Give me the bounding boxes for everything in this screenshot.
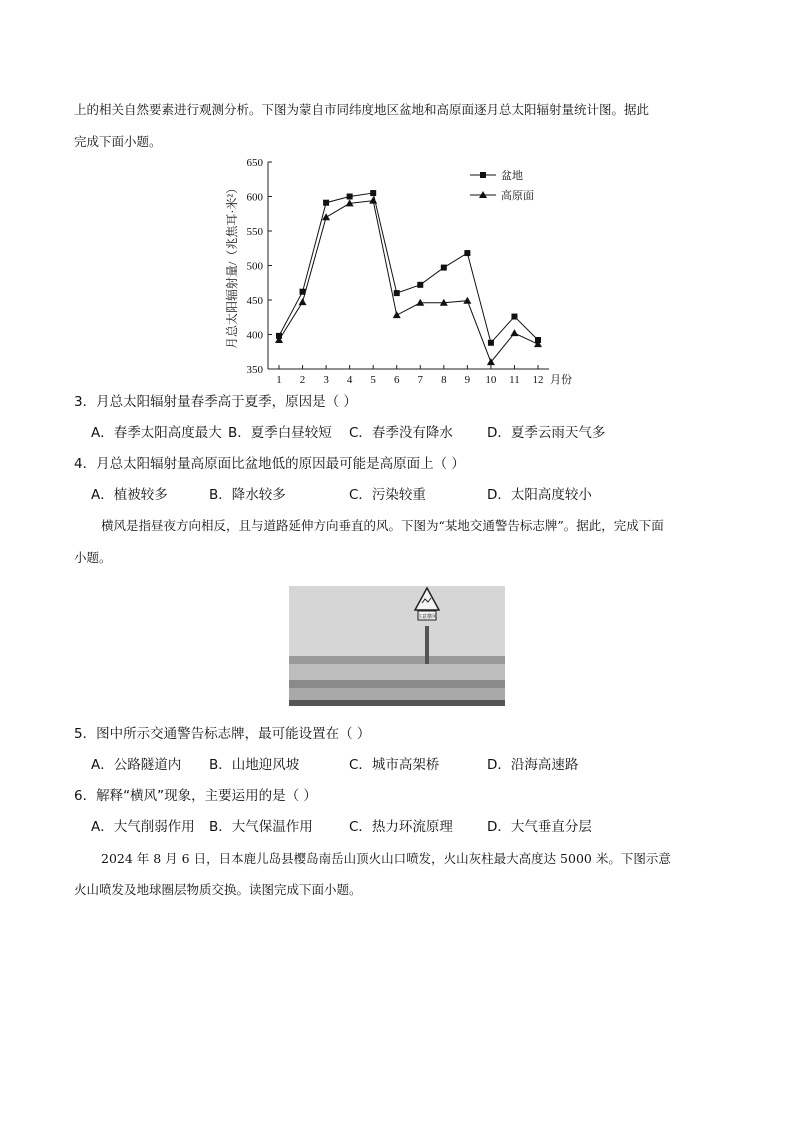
plateau-point bbox=[369, 197, 377, 204]
y-axis-label: 月总太阳辐射量/（兆焦耳·米²） bbox=[225, 182, 239, 349]
basin-point bbox=[347, 194, 353, 200]
traffic-warning-sign-photo bbox=[289, 586, 505, 706]
y-tick-label: 500 bbox=[246, 260, 263, 273]
q4-stem: 4．月总太阳辐射量高原面比盆地低的原因最可能是高原面上（ ） bbox=[74, 456, 465, 472]
basin-point bbox=[464, 250, 470, 256]
intro-line-2: 完成下面小题。 bbox=[74, 134, 162, 149]
q6-option-c[interactable]: C．热力环流原理 bbox=[349, 819, 453, 835]
series-line-plateau bbox=[279, 201, 538, 362]
q4-option-b[interactable]: B．降水较多 bbox=[209, 487, 286, 503]
legend-label-basin: 盆地 bbox=[501, 170, 523, 182]
x-tick-label: 10 bbox=[485, 374, 497, 386]
y-tick-label: 650 bbox=[246, 157, 263, 169]
x-tick-label: 5 bbox=[370, 374, 376, 386]
basin-point bbox=[394, 290, 400, 296]
x-tick-label: 6 bbox=[393, 374, 400, 386]
solar-radiation-chart bbox=[0, 155, 794, 387]
q3-option-c[interactable]: C．春季没有降水 bbox=[349, 425, 453, 441]
q4-option-a[interactable]: A．植被较多 bbox=[91, 487, 168, 503]
plateau-point bbox=[299, 298, 307, 305]
q4-option-d[interactable]: D．太阳高度较小 bbox=[487, 487, 592, 503]
q3-option-b[interactable]: B．夏季白昼较短 bbox=[228, 425, 332, 441]
x-tick-label: 11 bbox=[509, 374, 520, 386]
basin-point bbox=[323, 200, 329, 206]
q6-option-b[interactable]: B．大气保温作用 bbox=[209, 819, 313, 835]
q3-option-a[interactable]: A．春季太阳高度最大 bbox=[91, 425, 222, 441]
q6-stem: 6．解释“横风”现象，主要运用的是（ ） bbox=[74, 788, 317, 804]
q3-option-d[interactable]: D．夏季云雨天气多 bbox=[487, 425, 606, 441]
intro2-line-2: 小题。 bbox=[74, 550, 112, 565]
sign-text: 注意横风 bbox=[416, 615, 438, 620]
plateau-point bbox=[463, 297, 471, 304]
q5-option-c[interactable]: C．城市高架桥 bbox=[349, 757, 440, 773]
q3-stem: 3．月总太阳辐射量春季高于夏季，原因是（ ） bbox=[74, 394, 357, 410]
series-line-basin bbox=[279, 193, 538, 343]
y-tick-label: 600 bbox=[246, 191, 263, 204]
q5-stem: 5．图中所示交通警告标志牌，最可能设置在（ ） bbox=[74, 726, 371, 742]
basin-point bbox=[488, 340, 494, 346]
intro3-line-2: 火山喷发及地球圈层物质交换。读图完成下面小题。 bbox=[74, 882, 362, 897]
x-tick-label: 4 bbox=[346, 374, 353, 386]
intro3-line-1: 2024 年 8 月 6 日，日本鹿儿岛县樱岛南岳山顶火山口喷发，火山灰柱最大高度达 5000 米。下图示意 bbox=[101, 851, 671, 866]
y-tick-label: 400 bbox=[246, 329, 263, 342]
x-tick-label: 9 bbox=[464, 374, 471, 386]
plateau-point bbox=[393, 311, 401, 318]
q5-option-a[interactable]: A．公路隧道内 bbox=[91, 757, 182, 773]
q5-option-d[interactable]: D．沿海高速路 bbox=[487, 757, 579, 773]
intro2-line-1: 横风是指昼夜方向相反，且与道路延伸方向垂直的风。下图为“某地交通警告标志牌”。据此，完成下面 bbox=[101, 518, 664, 533]
x-axis-label: 月份 bbox=[550, 374, 572, 386]
x-tick-label: 8 bbox=[441, 374, 447, 386]
basin-point bbox=[417, 282, 423, 288]
plateau-point bbox=[510, 329, 518, 336]
basin-point bbox=[441, 265, 447, 271]
legend-label-plateau: 高原面 bbox=[501, 190, 534, 202]
x-tick-label: 12 bbox=[532, 374, 544, 386]
x-tick-label: 2 bbox=[299, 374, 306, 386]
q4-option-c[interactable]: C．污染较重 bbox=[349, 487, 426, 503]
intro-line-1: 上的相关自然要素进行观测分析。下图为蒙自市同纬度地区盆地和高原面逐月总太阳辐射量统计图。据此 bbox=[74, 102, 650, 117]
q6-option-a[interactable]: A．大气削弱作用 bbox=[91, 819, 195, 835]
x-tick-label: 3 bbox=[323, 374, 329, 386]
legend-marker-basin bbox=[480, 172, 486, 178]
y-tick-label: 450 bbox=[246, 295, 263, 307]
basin-point bbox=[511, 314, 517, 320]
x-tick-label: 1 bbox=[276, 374, 282, 386]
y-tick-label: 350 bbox=[246, 364, 263, 376]
q6-option-d[interactable]: D．大气垂直分层 bbox=[487, 819, 592, 835]
q5-option-b[interactable]: B．山地迎风坡 bbox=[209, 757, 300, 773]
x-tick-label: 7 bbox=[417, 374, 424, 386]
basin-point bbox=[370, 190, 376, 196]
y-tick-label: 550 bbox=[246, 226, 263, 238]
